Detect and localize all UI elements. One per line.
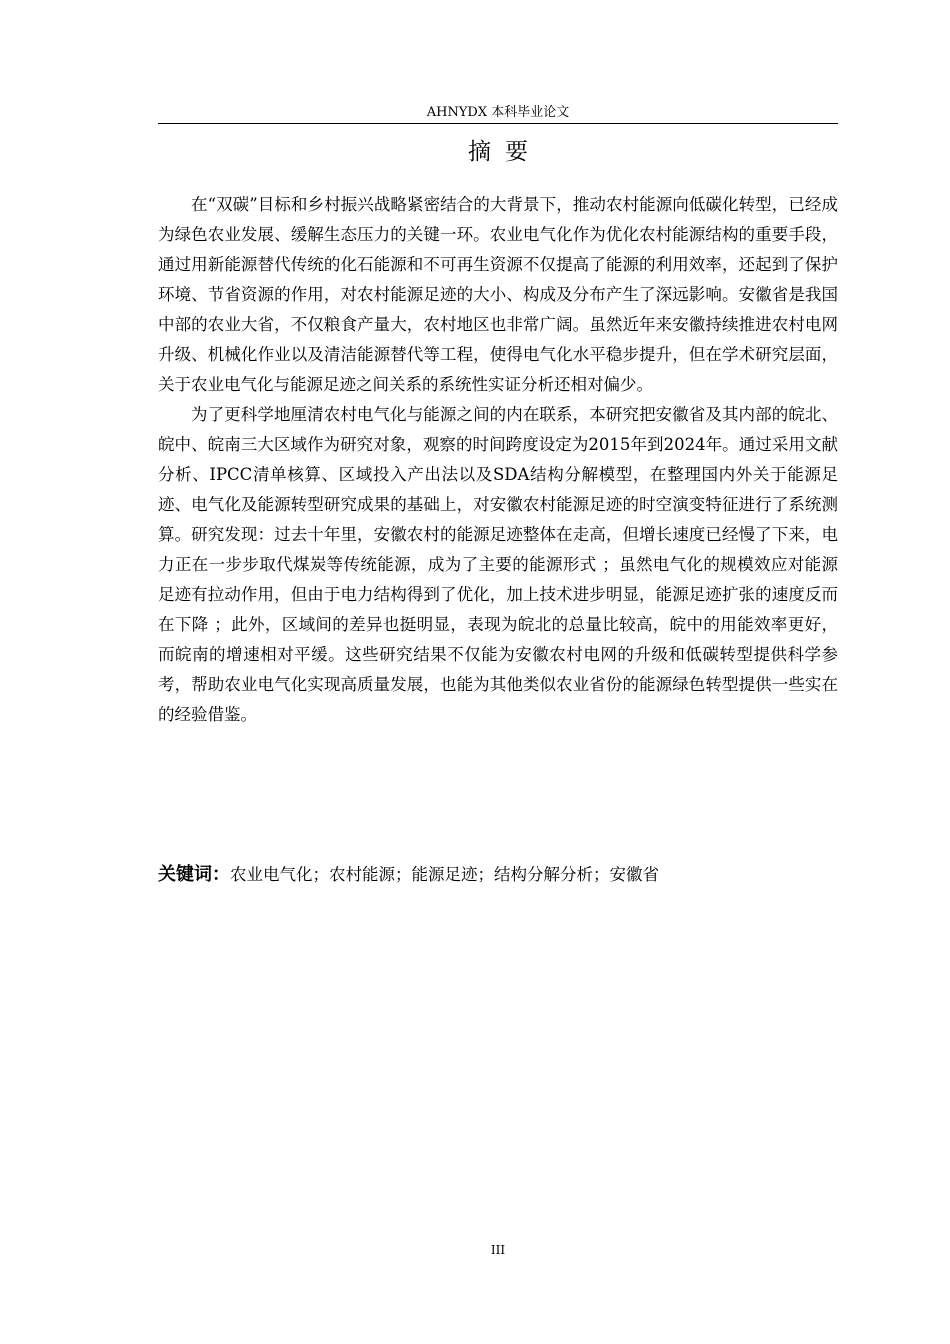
abstract-paragraph-1: 在“双碳”目标和乡村振兴战略紧密结合的大背景下，推动农村能源向低碳化转型，已经成为绿色农业发展、缓解生态压力的关键一环。农业电气化作为优化农村能源结构的重要手段，通过用新能源替代传统的化石能源和不可再生资源不仅提高了能源的利用效率，还起到了保护环境、节省资源的作用，对农村能源足迹的大小、构成及分布产生了深远影响。安徽省是我国中部的农业大省，不仅粮食产量大，农村地区也非常广阔。虽然近年来安徽持续推进农村电网升级、机械化作业以及清洁能源替代等工程，使得电气化水平稳步提升，但在学术研究层面，关于农业电气化与能源足迹之间关系的系统性实证分析还相对偏少。 bbox=[158, 195, 838, 394]
running-header: AHNYDX 本科毕业论文 bbox=[426, 105, 570, 120]
page-number: III bbox=[490, 1243, 506, 1257]
header-divider bbox=[158, 123, 838, 124]
abstract-body bbox=[158, 190, 838, 730]
keywords-line bbox=[158, 860, 838, 890]
abstract-title: 摘要 bbox=[468, 139, 542, 165]
keywords-text: 农业电气化；农村能源；能源足迹；结构分解分析；安徽省 bbox=[230, 865, 659, 884]
abstract-paragraph-2: 为了更科学地厘清农村电气化与能源之间的内在联系，本研究把安徽省及其内部的皖北、皖中、皖南三大区域作为研究对象，观察的时间跨度设定为2015年到2024年。通过采用文献分析、IPCC清单核算、区域投入产出法以及SDA结构分解模型，在整理国内外关于能源足迹、电气化及能源转型研究成果的基础上，对安徽农村能源足迹的时空演变特征进行了系统测算。研究发现：过去十年里，安徽农村的能源足迹整体在走高，但增长速度已经慢了下来，电力正在一步步取代煤炭等传统能源，成为了主要的能源形式 ；虽然电气化的规模效应对能源足迹有拉动作用，但由于电力结构得到了优化，加上技术进步明显，能源足迹扩张的速度反而在下降 ；此外，区域间的差异也挺明显，表现为皖北的总量比较高，皖中的用能效率更好，而皖南的增速相对平缓。这些研究结果不仅能为安徽农村电网的升级和低碳转型提供科学参考，帮助农业电气化实现高质量发展，也能为其他类似农业省份的能源绿色转型提供一些实在的经验借鉴。 bbox=[158, 405, 838, 724]
keywords-label: 关键词： bbox=[158, 864, 230, 885]
